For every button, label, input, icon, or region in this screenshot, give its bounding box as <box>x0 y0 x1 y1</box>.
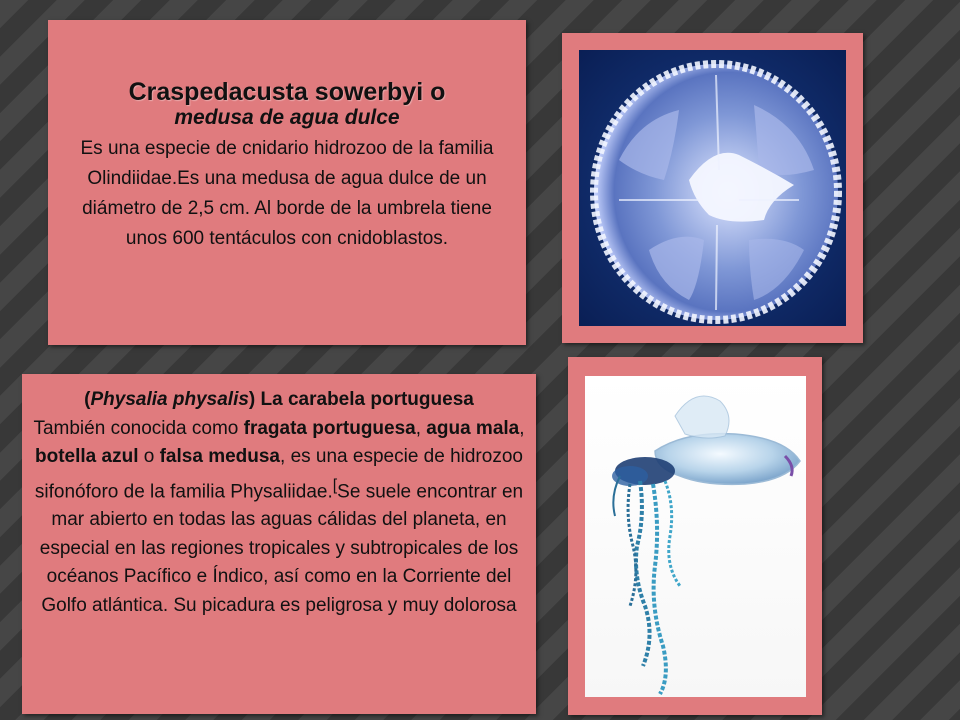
manowar-photo <box>585 376 806 697</box>
jellyfish-subtitle: medusa de agua dulce <box>174 106 400 129</box>
jellyfish-title: Craspedacusta sowerbyi o <box>128 78 446 106</box>
jellyfish-description: Es una especie de cnidario hidrozoo de la familia Olindiidae.Es una medusa de agua dulce de un diámetro de 2,5 cm. Al borde de la umbrela tiene unos 600 tentáculos con cnidoblastos. <box>80 138 494 249</box>
alias-falsa-medusa: falsa medusa <box>159 446 281 467</box>
jellyfish-text-panel <box>48 20 526 345</box>
manowar-text-6: Se suele encontrar en mar abierto en todas las aguas cálidas del planeta, en especial en las regiones tropicales y subtropicales de los océanos Pacífico e Índico, así como en la Corriente del Golfo atlántica. Su picadura es peligrosa y muy dolorosa <box>39 480 524 616</box>
manowar-text-1: También conocida como <box>33 417 244 439</box>
manowar-text-5: , es una especie de hidrozoo sifonóforo de la familia Physaliidae. <box>34 446 523 502</box>
alias-agua-mala: agua mala <box>426 417 520 439</box>
manowar-heading <box>84 389 474 410</box>
jellyfish-photo <box>579 50 846 326</box>
species-name: Physalia physalis <box>90 389 249 410</box>
manowar-text-4: o <box>138 446 160 467</box>
reference-mark: [ <box>332 476 338 494</box>
jellyfish-photo-frame <box>562 33 863 343</box>
manowar-text-panel <box>22 374 536 714</box>
manowar-text-2: , <box>415 417 427 439</box>
heading-paren: ( <box>84 389 91 410</box>
alias-fragata: fragata portuguesa <box>243 417 416 439</box>
manowar-text-3: , <box>519 417 525 439</box>
heading-text: ) La carabela portuguesa <box>248 389 474 410</box>
manowar-photo-frame <box>568 357 822 715</box>
alias-botella-azul: botella azul <box>35 446 139 467</box>
